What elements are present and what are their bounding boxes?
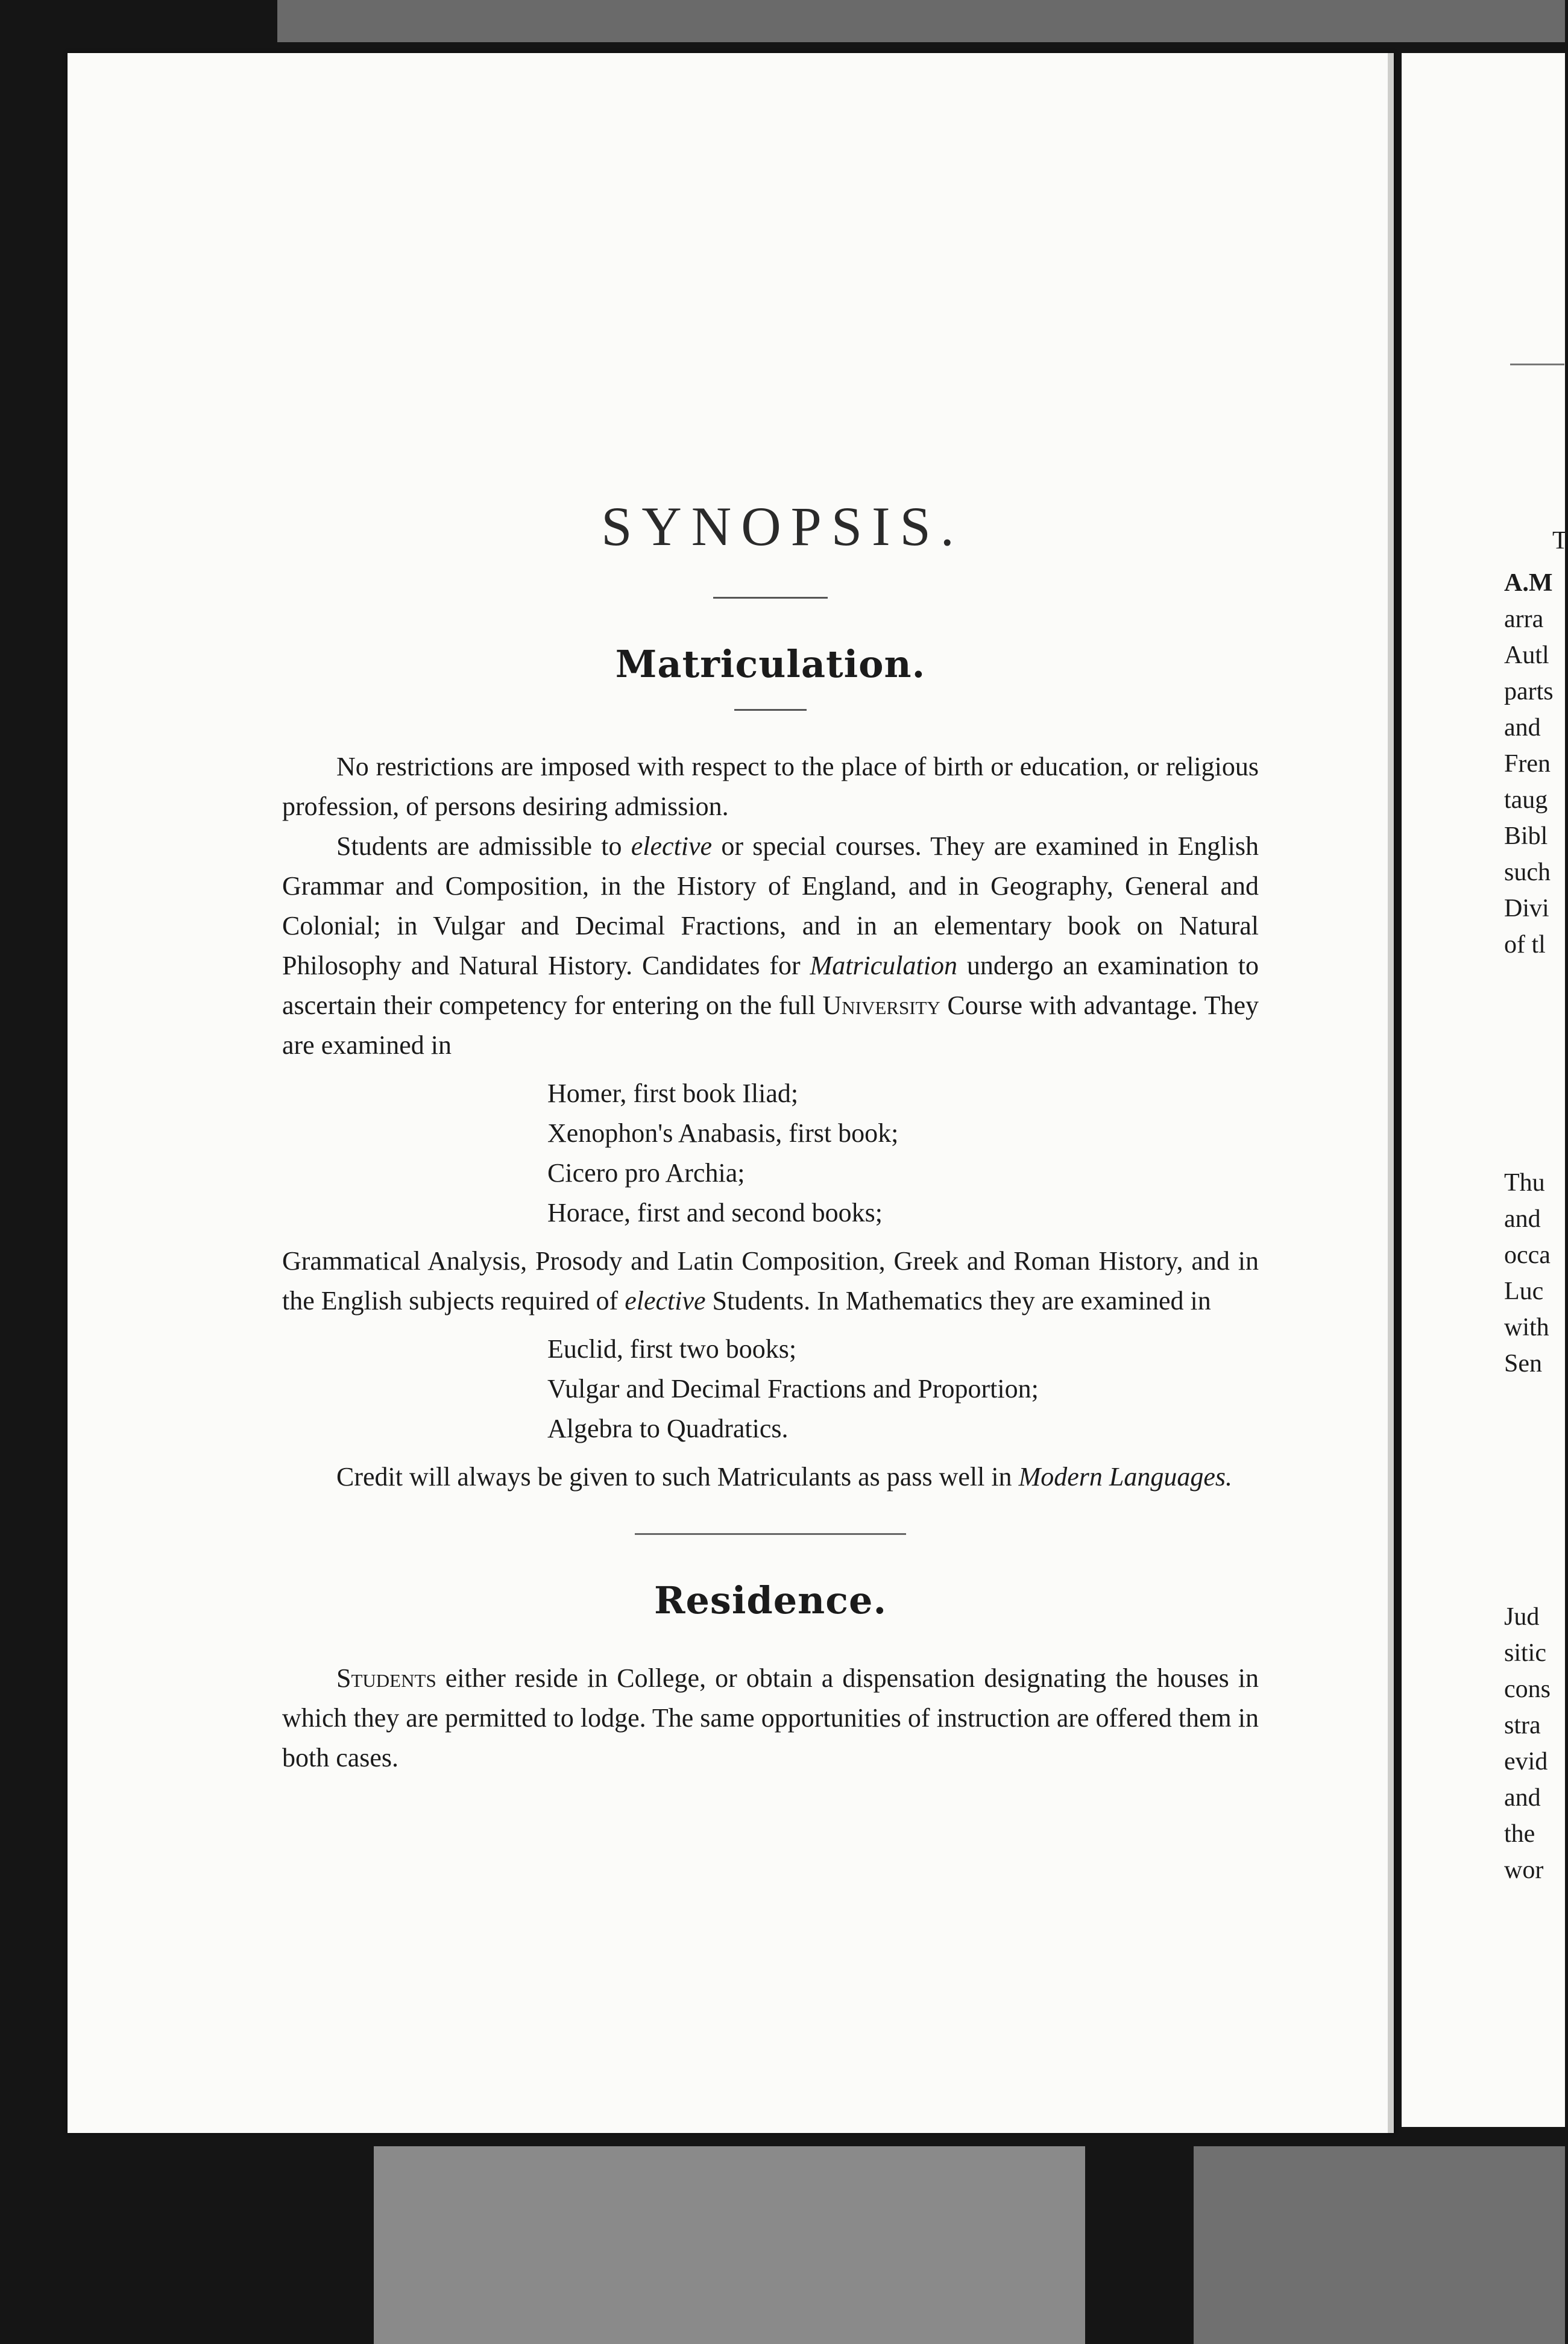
text-span: Students. In Mathematics they are examined in xyxy=(705,1286,1211,1315)
page-gutter xyxy=(1388,53,1394,2133)
italic-text: Modern Languages. xyxy=(1018,1462,1232,1492)
right-page-line: wor xyxy=(1504,1856,1544,1884)
title-divider xyxy=(713,597,828,599)
right-page-line: stra xyxy=(1504,1712,1541,1739)
paragraph-grammatical xyxy=(282,1241,1259,1321)
right-page-line: occa xyxy=(1504,1241,1551,1269)
italic-text: Matriculation xyxy=(810,951,957,980)
paragraph-credit xyxy=(282,1457,1259,1497)
mathematics-list xyxy=(547,1329,1259,1449)
section-heading-matriculation: Matriculation. xyxy=(615,642,926,686)
right-page-line: Luc xyxy=(1504,1278,1544,1305)
right-page-line: Sen xyxy=(1504,1350,1542,1378)
right-page-line: sitic xyxy=(1504,1639,1546,1667)
list-item: Vulgar and Decimal Fractions and Proportion; xyxy=(547,1374,1039,1404)
right-page-line: Divi xyxy=(1504,895,1549,922)
right-page-line: and xyxy=(1504,714,1541,742)
right-page-rule xyxy=(1510,364,1564,365)
right-page-line: arra xyxy=(1504,605,1544,633)
text-span: Course with advantage. They are examined in xyxy=(282,991,1259,1060)
list-item: Xenophon's Anabasis, first book; xyxy=(547,1118,899,1148)
italic-text: elective xyxy=(625,1286,706,1315)
text-span: Credit will always be given to such Matriculants as pass well in xyxy=(336,1462,1019,1492)
section-divider xyxy=(635,1533,906,1535)
scan-background-bottom xyxy=(374,2146,1085,2344)
right-page-line: with xyxy=(1504,1314,1549,1341)
right-page-line: Jud xyxy=(1504,1603,1540,1631)
right-page-line: and xyxy=(1504,1784,1541,1812)
section-heading-residence: Residence. xyxy=(653,1578,887,1622)
right-page-line: parts xyxy=(1504,678,1554,705)
right-page-line: such xyxy=(1504,859,1551,886)
list-item: Homer, first book Iliad; xyxy=(547,1079,799,1108)
small-caps-text: University xyxy=(822,991,940,1020)
right-page-line: cons xyxy=(1504,1675,1551,1703)
scan-background-bottom-right xyxy=(1194,2146,1565,2344)
page-title: SYNOPSIS. xyxy=(601,496,964,557)
italic-text: elective xyxy=(631,831,713,861)
heading-divider xyxy=(734,709,807,711)
list-item: Euclid, first two books; xyxy=(547,1334,797,1364)
right-page-line: and xyxy=(1504,1205,1541,1233)
right-page-line: A.M xyxy=(1504,569,1553,597)
right-page-fragment xyxy=(1402,53,1568,2127)
right-page-line: evid xyxy=(1504,1748,1548,1775)
text-span: either reside in College, or obtain a dispensation designating the houses in which they are permitted to lodge. The same opportunities of instruction are offered them in both cases. xyxy=(282,1663,1259,1772)
right-page-line: Thu xyxy=(1504,1169,1545,1197)
paragraph-restrictions: No restrictions are imposed with respect to the place of birth or education, or religious profession, of persons desiring admission. xyxy=(282,752,1259,821)
text-span: Grammatical Analysis, Prosody and Latin Composition, Greek and Roman History, and in the English subjects required of xyxy=(282,1246,1259,1315)
text-span: Students are admissible to xyxy=(336,831,631,861)
paragraph-students-examined xyxy=(282,827,1259,1065)
list-item: Algebra to Quadratics. xyxy=(547,1414,789,1443)
list-item: Cicero pro Archia; xyxy=(547,1158,745,1188)
right-page-line: Autl xyxy=(1504,641,1549,669)
right-page-line: T xyxy=(1552,527,1568,555)
right-page-line: Bibl xyxy=(1504,822,1548,850)
small-caps-text: Students xyxy=(336,1663,436,1693)
scan-background-top xyxy=(277,0,1565,42)
text-span: or special courses. They are examined in English Grammar and Composition, in the History of England, and in Geography, General and Colonial; in Vulgar and Decimal Fractions, and in an elementary book on Natural Philosophy and Natural History. Candidates for xyxy=(282,831,1259,980)
right-page-line: the xyxy=(1504,1820,1535,1848)
paragraph-residence xyxy=(282,1659,1259,1778)
list-item: Horace, first and second books; xyxy=(547,1198,883,1227)
right-page-line: Fren xyxy=(1504,750,1551,778)
page-content xyxy=(282,494,1259,1778)
right-page-line: taug xyxy=(1504,786,1548,814)
right-page-line: of tl xyxy=(1504,931,1546,959)
classics-list xyxy=(547,1074,1259,1233)
text-span: undergo an examination to ascertain their competency for entering on the full xyxy=(282,951,1259,1020)
